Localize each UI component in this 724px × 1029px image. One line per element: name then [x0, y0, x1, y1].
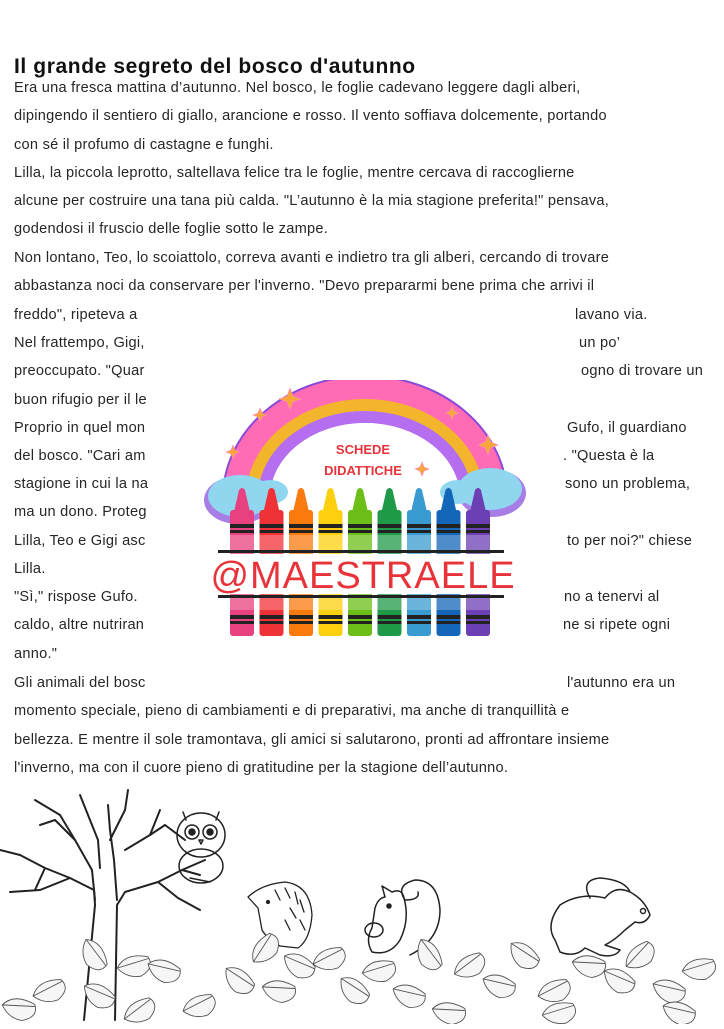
story-line: Lilla, Teo e Gigi asc	[14, 533, 146, 549]
story-line-fragment: no a tenervi al	[564, 589, 660, 605]
story-line-fragment: sono un problema,	[565, 476, 691, 492]
story-line: del bosco. "Cari am	[14, 448, 146, 464]
story-line: Proprio in quel mon	[14, 420, 146, 436]
story-line-fragment: to per noi?" chiese	[567, 533, 693, 549]
story-line: con sé il profumo di castagne e funghi.	[14, 137, 274, 153]
story-line: godendosi il fruscio delle foglie sotto le zampe.	[14, 221, 329, 237]
story-line: ma un dono. Proteg	[14, 504, 147, 520]
story-line: l'inverno, ma con il cuore pieno di gratitudine per la stagione dell’autunno.	[14, 760, 509, 776]
story-line: stagione in cui la na	[14, 476, 149, 492]
story-line: alcune per costruire una tana più calda. "L’autunno è la mia stagione preferita!" pensava,	[14, 193, 610, 209]
story-line: momento speciale, pieno di cambiamenti e di preparativi, ma anche di tranquillità e	[14, 703, 570, 719]
story-line: Gli animali del bosc	[14, 675, 146, 691]
fallen-leaves-icons	[0, 930, 717, 1024]
story-line: caldo, altre nutriran	[14, 617, 145, 633]
owl-icon	[177, 812, 225, 883]
story-line: preoccupato. "Quar	[14, 363, 145, 379]
story-line: buon rifugio per il le	[14, 392, 147, 408]
story-line: Lilla, la piccola leprotto, saltellava felice tra le foglie, mentre cercava di raccoglierne	[14, 165, 575, 181]
story-line: Non lontano, Teo, lo scoiattolo, correva avanti e indietro tra gli alberi, cercando di trovare	[14, 250, 610, 266]
svg-text:DIDATTICHE: DIDATTICHE	[324, 463, 402, 478]
story-line: dipingendo il sentiero di giallo, arancione e rosso. Il vento soffiava dolcemente, portando	[14, 108, 607, 124]
story-line: Lilla.	[14, 561, 46, 577]
rabbit-icon	[551, 878, 650, 956]
story-line: freddo", ripeteva a	[14, 307, 138, 323]
story-line-fragment: . "Questa è la	[563, 448, 655, 464]
hedgehog-icon	[248, 882, 312, 948]
story-line-fragment: lavano via.	[575, 307, 648, 323]
story-line: Nel frattempo, Gigi,	[14, 335, 145, 351]
svg-text:@MAESTRAELE: @MAESTRAELE	[210, 555, 516, 597]
story-line: abbastanza noci da conservare per l'inverno. "Devo prepararmi bene prima che arrivi il	[14, 278, 595, 294]
story-line: anno."	[14, 646, 58, 662]
svg-text:SCHEDE: SCHEDE	[335, 442, 391, 457]
story-line-fragment: un po’	[579, 335, 621, 351]
story-line-fragment: l'autunno era un	[567, 675, 676, 691]
story-line: Era una fresca mattina d’autunno. Nel bosco, le foglie cadevano leggere dagli alberi,	[14, 80, 581, 96]
story-line: "Sì," rispose Gufo.	[14, 589, 138, 605]
story-line-fragment: Gufo, il guardiano	[567, 420, 687, 436]
story-line-fragment: ne si ripete ogni	[563, 617, 671, 633]
page-title: Il grande segreto del bosco d'autunno	[14, 55, 416, 79]
story-line-fragment: ogno di trovare un	[581, 363, 704, 379]
bare-tree-icon	[0, 790, 205, 1020]
story-line: bellezza. E mentre il sole tramontava, gli amici si salutarono, pronti ad affrontare insieme	[14, 732, 610, 748]
maestraele-watermark-logo	[200, 380, 530, 650]
autumn-forest-illustration	[0, 780, 724, 1024]
